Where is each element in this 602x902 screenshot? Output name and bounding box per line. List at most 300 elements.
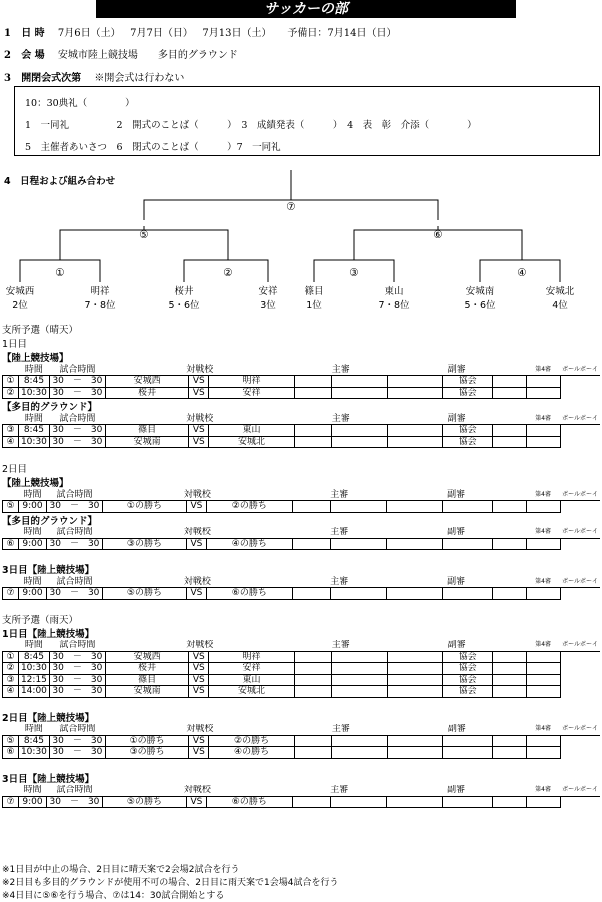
ceremony-line-1: 10：30典礼（ ） xyxy=(25,98,135,109)
header-referee: 主審 xyxy=(292,576,386,588)
team-b: ⑥の勝ち xyxy=(206,588,292,600)
game-duration: 30 － 30 xyxy=(46,588,102,600)
assistant-assoc: 協会 xyxy=(443,663,493,675)
assistant-cell xyxy=(387,674,442,686)
team-a: 安城西 xyxy=(105,651,188,663)
team-name: 桜井 xyxy=(174,286,194,297)
game-time: 8:45 xyxy=(18,735,49,747)
game-time: 8:45 xyxy=(18,376,49,388)
referee-cell xyxy=(332,674,388,686)
fourth-cell xyxy=(492,796,526,808)
assistant-cell xyxy=(387,686,442,698)
assistant-assoc: 協会 xyxy=(443,425,493,437)
table-header xyxy=(3,413,601,425)
ballboy-cell xyxy=(526,588,560,600)
team-a: 篠目 xyxy=(105,425,188,437)
game-number: ⑤ xyxy=(3,501,19,513)
team-rank: 7・8位 xyxy=(84,300,116,311)
referee-cell xyxy=(332,376,388,388)
game-time: 10:30 xyxy=(18,663,49,675)
header-opponents: 対戦校 xyxy=(105,413,294,425)
header-ballboy: ボールボーイ xyxy=(560,413,600,425)
assistant-assoc xyxy=(443,735,493,747)
bracket-quarter-2-no: ② xyxy=(223,267,233,279)
header-ballboy: ボールボーイ xyxy=(560,527,600,539)
footnote: ※4日目に⑤⑥を行う場合、⑦は14：30試合開始とする xyxy=(2,891,225,901)
team-a: 安城南 xyxy=(105,436,188,448)
referee-cell xyxy=(294,387,332,399)
referee-cell xyxy=(332,735,388,747)
table-header xyxy=(3,527,601,539)
header-assistant: 副審 xyxy=(386,785,526,797)
table-row xyxy=(3,376,601,388)
day-venue-label: 3日目【陸上競技場】 xyxy=(2,565,95,576)
section-4-heading: 4 日程および組み合わせ xyxy=(4,176,116,187)
game-time: 9:00 xyxy=(18,588,46,600)
bracket-final-no: ⑦ xyxy=(286,201,296,213)
header-referee: 主審 xyxy=(292,527,386,539)
assistant-assoc: 協会 xyxy=(443,387,493,399)
header-assistant: 副審 xyxy=(387,640,526,652)
fourth-cell xyxy=(492,387,526,399)
fourth-cell xyxy=(492,735,526,747)
team-name: 明祥 xyxy=(90,286,110,297)
schedule-table xyxy=(2,489,600,513)
dates-label: 日 時 xyxy=(21,28,45,39)
assistant-cell xyxy=(387,651,442,663)
referee-cell xyxy=(294,686,332,698)
fourth-cell xyxy=(492,747,526,759)
fourth-cell xyxy=(493,686,527,698)
table-row xyxy=(3,796,601,808)
schedule-table xyxy=(2,527,600,551)
game-time: 10:30 xyxy=(18,436,49,448)
assistant-cell xyxy=(387,425,442,437)
assistant-cell xyxy=(386,501,442,513)
assistant-cell xyxy=(386,796,442,808)
game-number: ③ xyxy=(3,425,19,437)
header-opponents: 対戦校 xyxy=(105,640,294,652)
ceremony-label: 開閉会式次第 xyxy=(21,73,82,84)
team-name: 安城西 xyxy=(5,286,35,297)
vs-label: VS xyxy=(189,686,209,698)
info-dates xyxy=(4,24,397,39)
game-time: 14:00 xyxy=(18,686,49,698)
referee-cell xyxy=(294,436,332,448)
header-time: 時間 xyxy=(18,527,46,539)
team-name: 安城南 xyxy=(465,286,495,297)
table-row xyxy=(3,387,601,399)
game-duration: 30 － 30 xyxy=(49,663,105,675)
assistant-cell xyxy=(387,376,442,388)
referee-cell xyxy=(292,588,330,600)
game-duration: 30 － 30 xyxy=(49,387,105,399)
header-time: 時間 xyxy=(18,785,46,797)
spacer xyxy=(2,600,600,612)
header-time: 時間 xyxy=(18,489,46,501)
header-game-time: 試合時間 xyxy=(49,640,105,652)
header-assistant: 副審 xyxy=(386,576,526,588)
game-time: 9:00 xyxy=(18,796,46,808)
team-b: 安祥 xyxy=(209,663,294,675)
footnote: ※1日目が中止の場合、2日目に晴天案で2会場2試合を行う xyxy=(2,865,240,875)
venue-label: 【多目的グラウンド】 xyxy=(2,402,98,413)
bracket-semi-1-no: ⑤ xyxy=(139,229,149,241)
referee-cell xyxy=(332,425,388,437)
bracket-team xyxy=(374,283,414,311)
spacer xyxy=(2,448,600,461)
assistant-assoc: 協会 xyxy=(443,376,493,388)
assistant-assoc: 協会 xyxy=(443,674,493,686)
team-rank: 7・8位 xyxy=(378,300,410,311)
header-fourth: 第4審 xyxy=(526,364,560,376)
ballboy-cell xyxy=(526,501,560,513)
rainy-title: 支所予選（雨天） xyxy=(2,614,79,626)
team-a: 桜井 xyxy=(105,387,188,399)
referee-cell xyxy=(292,796,330,808)
ballboy-cell xyxy=(526,796,560,808)
team-a: 篠目 xyxy=(105,674,188,686)
team-b: ④の勝ち xyxy=(206,538,292,550)
header-assistant: 副審 xyxy=(386,527,526,539)
header-game-time: 試合時間 xyxy=(46,576,102,588)
header-assistant: 副審 xyxy=(387,413,526,425)
header-blank xyxy=(3,527,19,539)
table-row xyxy=(3,501,601,513)
assistant-assoc xyxy=(442,588,492,600)
team-b: ②の勝ち xyxy=(209,735,294,747)
vs-label: VS xyxy=(189,436,209,448)
assistant-cell xyxy=(387,387,442,399)
bracket-team xyxy=(80,283,120,311)
header-time: 時間 xyxy=(18,364,49,376)
vs-label: VS xyxy=(189,425,209,437)
table-row xyxy=(3,588,601,600)
section-number: 1 xyxy=(4,28,11,39)
header-fourth: 第4審 xyxy=(526,724,560,736)
header-fourth: 第4審 xyxy=(526,785,560,797)
ceremony-box xyxy=(14,86,600,156)
fourth-cell xyxy=(492,588,526,600)
header-game-time: 試合時間 xyxy=(46,785,102,797)
vs-label: VS xyxy=(189,663,209,675)
team-name: 安祥 xyxy=(258,286,278,297)
bracket-team xyxy=(460,283,500,311)
team-b: 安祥 xyxy=(209,387,294,399)
header-time: 時間 xyxy=(18,413,49,425)
header-game-time: 試合時間 xyxy=(49,364,105,376)
ballboy-cell xyxy=(526,436,560,448)
ceremony-line-3: 5 主催者あいさつ 6 閉式のことば（ ）7 一同礼 xyxy=(25,142,281,153)
table-row xyxy=(3,663,601,675)
referee-cell xyxy=(332,387,388,399)
info-venue xyxy=(4,46,238,61)
team-rank: 5・6位 xyxy=(464,300,496,311)
fourth-cell xyxy=(493,651,527,663)
referee-cell xyxy=(294,651,332,663)
header-ballboy: ボールボーイ xyxy=(560,364,600,376)
footnote: ※2日目も多目的グラウンドが使用不可の場合、2日目に雨天案で1会場4試合を行う xyxy=(2,878,339,888)
team-a: ①の勝ち xyxy=(102,501,186,513)
header-ballboy: ボールボーイ xyxy=(560,640,600,652)
team-name: 安城北 xyxy=(545,286,575,297)
header-opponents: 対戦校 xyxy=(102,785,292,797)
day-venue-label: 1日目【陸上競技場】 xyxy=(2,628,95,640)
table-row xyxy=(3,651,601,663)
ceremony-line-2: 1 一同礼 2 開式のことば（ ） 3 成績発表（ ） 4 表 彰 介添（ ） xyxy=(25,120,477,131)
vs-label: VS xyxy=(189,747,209,759)
schedule-section xyxy=(2,322,600,808)
header-opponents: 対戦校 xyxy=(102,489,292,501)
venue-label: 【陸上競技場】 xyxy=(2,478,69,489)
assistant-cell xyxy=(386,588,442,600)
game-number: ④ xyxy=(3,436,19,448)
info-ceremony xyxy=(4,69,184,84)
game-number: ② xyxy=(3,387,19,399)
assistant-cell xyxy=(388,747,443,759)
team-a: ①の勝ち xyxy=(105,735,189,747)
ballboy-cell xyxy=(526,735,560,747)
table-row xyxy=(3,538,601,550)
vs-label: VS xyxy=(189,735,209,747)
team-a: ③の勝ち xyxy=(102,538,186,550)
header-fourth: 第4審 xyxy=(526,527,560,539)
header-blank xyxy=(3,413,19,425)
venue-label: 会 場 xyxy=(21,50,45,61)
game-duration: 30 － 30 xyxy=(49,436,105,448)
team-b: 明祥 xyxy=(209,651,294,663)
table-row xyxy=(3,436,601,448)
referee-cell xyxy=(332,686,388,698)
game-duration: 30 － 30 xyxy=(49,735,105,747)
schedule-table xyxy=(2,640,600,698)
table-header xyxy=(3,576,601,588)
header-referee: 主審 xyxy=(292,489,386,501)
vs-label: VS xyxy=(189,651,209,663)
table-header xyxy=(3,785,601,797)
header-blank xyxy=(3,640,19,652)
bracket-quarter-4-no: ④ xyxy=(517,267,527,279)
bracket-semi-2-no: ⑥ xyxy=(433,229,443,241)
vs-label: VS xyxy=(186,538,206,550)
header-game-time: 試合時間 xyxy=(46,527,102,539)
fourth-cell xyxy=(492,376,526,388)
game-duration: 30 － 30 xyxy=(46,538,102,550)
header-fourth: 第4審 xyxy=(526,413,560,425)
ballboy-cell xyxy=(526,663,560,675)
table-row xyxy=(3,425,601,437)
game-number: ⑥ xyxy=(3,747,19,759)
bracket-team xyxy=(540,283,580,311)
header-blank xyxy=(3,576,19,588)
date-1: 7月6日（土） xyxy=(57,28,121,39)
header-ballboy: ボールボーイ xyxy=(560,576,600,588)
header-blank xyxy=(3,785,19,797)
team-a: 安城西 xyxy=(105,376,188,388)
ballboy-cell xyxy=(526,376,560,388)
referee-cell xyxy=(294,735,332,747)
assistant-assoc: 協会 xyxy=(443,436,493,448)
assistant-assoc: 協会 xyxy=(443,686,493,698)
team-b: 明祥 xyxy=(209,376,294,388)
table-row xyxy=(3,686,601,698)
header-blank xyxy=(3,724,19,736)
referee-cell xyxy=(330,501,386,513)
game-time: 9:00 xyxy=(18,501,46,513)
ballboy-cell xyxy=(526,686,560,698)
header-opponents: 対戦校 xyxy=(102,576,292,588)
bracket-quarter-1-no: ① xyxy=(55,267,65,279)
header-game-time: 試合時間 xyxy=(49,413,105,425)
bracket-team xyxy=(294,283,334,311)
ballboy-cell xyxy=(526,425,560,437)
header-fourth: 第4審 xyxy=(526,489,560,501)
assistant-cell xyxy=(386,538,442,550)
schedule-table xyxy=(2,785,600,809)
table-header xyxy=(3,640,601,652)
vs-label: VS xyxy=(186,796,206,808)
header-referee: 主審 xyxy=(294,640,387,652)
game-duration: 30 － 30 xyxy=(49,425,105,437)
vs-label: VS xyxy=(189,376,209,388)
game-duration: 30 － 30 xyxy=(49,747,105,759)
game-number: ① xyxy=(3,376,19,388)
referee-cell xyxy=(294,674,332,686)
referee-cell xyxy=(292,538,330,550)
schedule-table xyxy=(2,413,600,448)
section-number: 2 xyxy=(4,50,11,61)
header-blank xyxy=(3,489,19,501)
game-time: 8:45 xyxy=(18,651,49,663)
day-venue-label: 2日目【陸上競技場】 xyxy=(2,712,95,724)
referee-cell xyxy=(294,747,332,759)
section-number: 3 xyxy=(4,73,11,84)
game-duration: 30 － 30 xyxy=(49,651,105,663)
day-label: 2日目 xyxy=(2,464,28,475)
referee-cell xyxy=(332,663,388,675)
game-duration: 30 － 30 xyxy=(46,796,102,808)
header-assistant: 副審 xyxy=(387,364,526,376)
ballboy-cell xyxy=(526,747,560,759)
team-b: 安城北 xyxy=(209,436,294,448)
referee-cell xyxy=(294,663,332,675)
header-game-time: 試合時間 xyxy=(49,724,105,736)
ceremony-note: ※開会式は行わない xyxy=(94,73,185,84)
ballboy-cell xyxy=(526,651,560,663)
sunny-title: 支所予選（晴天） xyxy=(2,325,79,336)
header-opponents: 対戦校 xyxy=(105,364,294,376)
fourth-cell xyxy=(493,436,527,448)
assistant-assoc xyxy=(442,501,492,513)
assistant-cell xyxy=(388,735,443,747)
ballboy-cell xyxy=(526,538,560,550)
game-number: ① xyxy=(3,651,19,663)
date-3: 7月13日（土） xyxy=(202,28,272,39)
table-row xyxy=(3,747,601,759)
venue-label: 【多目的グラウンド】 xyxy=(2,515,98,527)
team-rank: 4位 xyxy=(552,300,568,311)
game-number: ② xyxy=(3,663,19,675)
header-assistant: 副審 xyxy=(388,724,527,736)
team-a: ⑤の勝ち xyxy=(102,796,186,808)
bracket-team xyxy=(248,283,288,311)
table-header xyxy=(3,724,601,736)
header-game-time: 試合時間 xyxy=(46,489,102,501)
team-b: 安城北 xyxy=(209,686,294,698)
team-a: ⑤の勝ち xyxy=(102,588,186,600)
spacer xyxy=(2,550,600,562)
referee-cell xyxy=(332,436,388,448)
team-b: ⑥の勝ち xyxy=(206,796,292,808)
header-opponents: 対戦校 xyxy=(105,724,294,736)
team-name: 篠目 xyxy=(304,286,324,297)
referee-cell xyxy=(332,747,388,759)
game-duration: 30 － 30 xyxy=(49,686,105,698)
schedule-table xyxy=(2,576,600,600)
team-rank: 3位 xyxy=(260,300,276,311)
game-number: ④ xyxy=(3,686,19,698)
team-rank: 5・6位 xyxy=(168,300,200,311)
fourth-cell xyxy=(492,538,526,550)
team-a: 安城南 xyxy=(105,686,188,698)
team-a: ③の勝ち xyxy=(105,747,189,759)
game-number: ⑥ xyxy=(3,538,19,550)
vs-label: VS xyxy=(189,674,209,686)
game-duration: 30 － 30 xyxy=(46,501,102,513)
team-b: ②の勝ち xyxy=(206,501,292,513)
referee-cell xyxy=(330,796,386,808)
team-name: 東山 xyxy=(384,286,404,297)
table-header xyxy=(3,364,601,376)
bracket-quarter-3-no: ③ xyxy=(349,267,359,279)
header-referee: 主審 xyxy=(294,413,387,425)
team-b: 東山 xyxy=(209,674,294,686)
game-duration: 30 － 30 xyxy=(49,376,105,388)
fourth-cell xyxy=(493,663,527,675)
table-header xyxy=(3,489,601,501)
team-rank: 1位 xyxy=(306,300,322,311)
reserve-date: 予備日：7月14日（日） xyxy=(287,28,397,39)
fourth-cell xyxy=(493,674,527,686)
assistant-assoc: 協会 xyxy=(443,651,493,663)
game-time: 10:30 xyxy=(18,387,49,399)
spacer xyxy=(2,698,600,710)
bracket-team xyxy=(0,283,40,311)
referee-cell xyxy=(330,538,386,550)
referee-cell xyxy=(292,501,330,513)
header-referee: 主審 xyxy=(294,724,387,736)
header-referee: 主審 xyxy=(294,364,387,376)
day-venue-label: 3日目【陸上競技場】 xyxy=(2,773,95,785)
fourth-cell xyxy=(493,425,527,437)
game-number: ⑦ xyxy=(3,796,19,808)
header-opponents: 対戦校 xyxy=(102,527,292,539)
header-referee: 主審 xyxy=(292,785,386,797)
referee-cell xyxy=(294,425,332,437)
game-number: ⑦ xyxy=(3,588,19,600)
referee-cell xyxy=(330,588,386,600)
venue-text: 安城市陸上競技場 多目的グラウンド xyxy=(57,50,238,61)
header-assistant: 副審 xyxy=(386,489,526,501)
spacer xyxy=(2,759,600,771)
assistant-assoc xyxy=(442,538,492,550)
assistant-cell xyxy=(387,436,442,448)
header-time: 時間 xyxy=(18,576,46,588)
game-time: 10:30 xyxy=(18,747,49,759)
bracket-team xyxy=(164,283,204,311)
header-ballboy: ボールボーイ xyxy=(560,724,600,736)
team-a: 桜井 xyxy=(105,663,188,675)
